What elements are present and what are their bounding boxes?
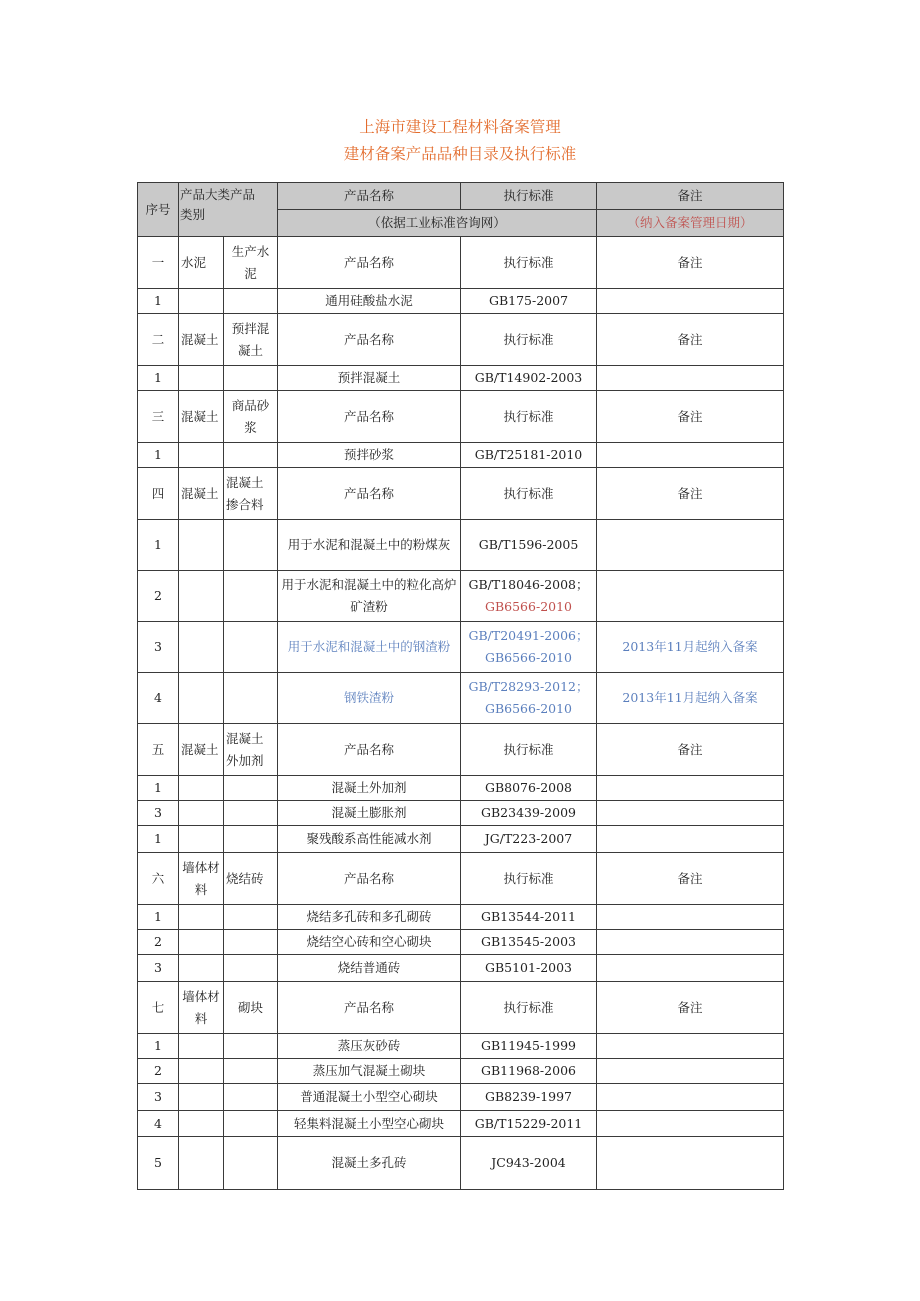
header-category bbox=[179, 183, 278, 237]
section-standard-header: 执行标准 bbox=[461, 468, 597, 520]
section-big-category: 墙体材料 bbox=[179, 982, 224, 1034]
row-seq: 1 bbox=[138, 826, 179, 853]
section-category: 烧结砖 bbox=[224, 853, 278, 905]
section-remark-header: 备注 bbox=[597, 314, 784, 366]
section-name-header: 产品名称 bbox=[278, 853, 461, 905]
row-standard bbox=[461, 673, 597, 724]
section-category: 商品砂浆 bbox=[224, 391, 278, 443]
row-standard: GB11945-1999 bbox=[461, 1034, 597, 1059]
row-standard: GB/T1596-2005 bbox=[461, 520, 597, 571]
section-seq: 七 bbox=[138, 982, 179, 1034]
row-product-name: 烧结普通砖 bbox=[278, 955, 461, 982]
row-standard: JC943-2004 bbox=[461, 1137, 597, 1190]
header-remark: 备注 bbox=[597, 183, 784, 210]
section-category: 混凝土外加剂 bbox=[224, 724, 278, 776]
row-seq: 5 bbox=[138, 1137, 179, 1190]
row-seq: 4 bbox=[138, 673, 179, 724]
row-standard: JG/T223-2007 bbox=[461, 826, 597, 853]
section-standard-header: 执行标准 bbox=[461, 853, 597, 905]
section-standard-header: 执行标准 bbox=[461, 237, 597, 289]
row-remark bbox=[597, 1059, 784, 1084]
section-seq: 二 bbox=[138, 314, 179, 366]
section-remark-header: 备注 bbox=[597, 237, 784, 289]
section-category: 预拌混凝土 bbox=[224, 314, 278, 366]
row-standard-line: GB/T20491-2006； bbox=[468, 628, 589, 643]
table-row bbox=[138, 622, 784, 673]
section-name-header: 产品名称 bbox=[278, 982, 461, 1034]
row-product-name: 用于水泥和混凝土中的粒化高炉矿渣粉 bbox=[278, 571, 461, 622]
row-remark bbox=[597, 520, 784, 571]
row-remark bbox=[597, 571, 784, 622]
table-row bbox=[138, 1059, 784, 1084]
row-standard: GB11968-2006 bbox=[461, 1059, 597, 1084]
table-row bbox=[138, 905, 784, 930]
row-seq: 1 bbox=[138, 1034, 179, 1059]
row-standard: GB175-2007 bbox=[461, 289, 597, 314]
row-remark: 2013年11月起纳入备案 bbox=[597, 622, 784, 673]
section-big-category: 墙体材料 bbox=[179, 853, 224, 905]
section-remark-header: 备注 bbox=[597, 982, 784, 1034]
header-big-category: 产品大类 bbox=[180, 187, 231, 202]
row-product-name: 混凝土多孔砖 bbox=[278, 1137, 461, 1190]
row-remark bbox=[597, 955, 784, 982]
row-product-name: 预拌混凝土 bbox=[278, 366, 461, 391]
row-seq: 3 bbox=[138, 1084, 179, 1111]
table-row bbox=[138, 571, 784, 622]
table-row bbox=[138, 1111, 784, 1137]
section-name-header: 产品名称 bbox=[278, 391, 461, 443]
section-standard-header: 执行标准 bbox=[461, 724, 597, 776]
row-standard: GB5101-2003 bbox=[461, 955, 597, 982]
row-remark bbox=[597, 1137, 784, 1190]
row-seq: 4 bbox=[138, 1111, 179, 1137]
row-standard: GB/T14902-2003 bbox=[461, 366, 597, 391]
section-category: 生产水泥 bbox=[224, 237, 278, 289]
row-product-name: 烧结多孔砖和多孔砌砖 bbox=[278, 905, 461, 930]
section-seq: 一 bbox=[138, 237, 179, 289]
section-seq: 四 bbox=[138, 468, 179, 520]
row-seq: 2 bbox=[138, 571, 179, 622]
row-seq: 1 bbox=[138, 776, 179, 801]
header-product-name: 产品名称 bbox=[278, 183, 461, 210]
row-seq: 3 bbox=[138, 622, 179, 673]
row-remark bbox=[597, 289, 784, 314]
table-row bbox=[138, 1034, 784, 1059]
row-seq: 2 bbox=[138, 930, 179, 955]
table-row bbox=[138, 801, 784, 826]
table-row bbox=[138, 443, 784, 468]
row-standard-line: GB6566-2010 bbox=[484, 701, 573, 716]
row-remark bbox=[597, 826, 784, 853]
section-remark-header: 备注 bbox=[597, 391, 784, 443]
row-seq: 1 bbox=[138, 905, 179, 930]
section-category: 砌块 bbox=[224, 982, 278, 1034]
row-standard: GB8076-2008 bbox=[461, 776, 597, 801]
section-row bbox=[138, 982, 784, 1034]
section-big-category: 混凝土 bbox=[179, 314, 224, 366]
row-standard bbox=[461, 571, 597, 622]
row-remark bbox=[597, 366, 784, 391]
row-seq: 3 bbox=[138, 801, 179, 826]
row-remark bbox=[597, 776, 784, 801]
section-row bbox=[138, 468, 784, 520]
row-product-name: 轻集料混凝土小型空心砌块 bbox=[278, 1111, 461, 1137]
row-product-name: 用于水泥和混凝土中的钢渣粉 bbox=[278, 622, 461, 673]
row-standard: GB/T25181-2010 bbox=[461, 443, 597, 468]
row-remark bbox=[597, 801, 784, 826]
section-row bbox=[138, 391, 784, 443]
row-seq: 2 bbox=[138, 1059, 179, 1084]
section-standard-header: 执行标准 bbox=[461, 391, 597, 443]
row-standard-line: GB/T28293-2012； bbox=[468, 679, 589, 694]
table-row bbox=[138, 289, 784, 314]
row-standard-line: GB6566-2010 bbox=[484, 599, 573, 614]
row-standard: GB13544-2011 bbox=[461, 905, 597, 930]
row-product-name: 普通混凝土小型空心砌块 bbox=[278, 1084, 461, 1111]
row-remark bbox=[597, 1111, 784, 1137]
document-subtitle: 建材备案产品品种目录及执行标准 bbox=[343, 145, 577, 163]
row-product-name: 混凝土膨胀剂 bbox=[278, 801, 461, 826]
row-remark bbox=[597, 1034, 784, 1059]
row-seq: 3 bbox=[138, 955, 179, 982]
row-product-name: 钢铁渣粉 bbox=[278, 673, 461, 724]
table-row bbox=[138, 955, 784, 982]
table-row bbox=[138, 776, 784, 801]
row-remark bbox=[597, 930, 784, 955]
row-standard: GB13545-2003 bbox=[461, 930, 597, 955]
section-remark-header: 备注 bbox=[597, 853, 784, 905]
header-standard: 执行标准 bbox=[461, 183, 597, 210]
table-row bbox=[138, 930, 784, 955]
header-remark-note: （纳入备案管理日期） bbox=[597, 210, 784, 237]
row-standard: GB/T15229-2011 bbox=[461, 1111, 597, 1137]
row-standard: GB23439-2009 bbox=[461, 801, 597, 826]
row-product-name: 蒸压加气混凝土砌块 bbox=[278, 1059, 461, 1084]
row-remark: 2013年11月起纳入备案 bbox=[597, 673, 784, 724]
row-seq: 1 bbox=[138, 289, 179, 314]
row-standard: GB8239-1997 bbox=[461, 1084, 597, 1111]
row-seq: 1 bbox=[138, 520, 179, 571]
row-product-name: 蒸压灰砂砖 bbox=[278, 1034, 461, 1059]
table-row bbox=[138, 673, 784, 724]
table-row bbox=[138, 826, 784, 853]
row-product-name: 烧结空心砖和空心砌块 bbox=[278, 930, 461, 955]
section-remark-header: 备注 bbox=[597, 724, 784, 776]
section-big-category: 混凝土 bbox=[179, 391, 224, 443]
table-row bbox=[138, 1084, 784, 1111]
section-big-category: 混凝土 bbox=[179, 468, 224, 520]
section-name-header: 产品名称 bbox=[278, 314, 461, 366]
row-product-name: 混凝土外加剂 bbox=[278, 776, 461, 801]
section-seq: 六 bbox=[138, 853, 179, 905]
row-remark bbox=[597, 443, 784, 468]
row-product-name: 预拌砂浆 bbox=[278, 443, 461, 468]
section-big-category: 水泥 bbox=[179, 237, 224, 289]
row-product-name: 聚残酸系高性能减水剂 bbox=[278, 826, 461, 853]
header-category-mid: 产品类别 bbox=[180, 187, 256, 222]
row-product-name: 通用硅酸盐水泥 bbox=[278, 289, 461, 314]
header-seq: 序号 bbox=[138, 183, 179, 237]
row-standard-line: GB6566-2010 bbox=[484, 650, 573, 665]
section-row bbox=[138, 314, 784, 366]
table-row bbox=[138, 366, 784, 391]
row-seq: 1 bbox=[138, 443, 179, 468]
section-name-header: 产品名称 bbox=[278, 724, 461, 776]
row-remark bbox=[597, 1084, 784, 1111]
section-standard-header: 执行标准 bbox=[461, 982, 597, 1034]
row-standard bbox=[461, 622, 597, 673]
section-name-header: 产品名称 bbox=[278, 237, 461, 289]
row-product-name: 用于水泥和混凝土中的粉煤灰 bbox=[278, 520, 461, 571]
section-standard-header: 执行标准 bbox=[461, 314, 597, 366]
table-row bbox=[138, 1137, 784, 1190]
section-big-category: 混凝土 bbox=[179, 724, 224, 776]
section-row bbox=[138, 237, 784, 289]
section-remark-header: 备注 bbox=[597, 468, 784, 520]
section-seq: 五 bbox=[138, 724, 179, 776]
section-row bbox=[138, 853, 784, 905]
header-source-note: （依据工业标准咨询网） bbox=[278, 210, 597, 237]
document-title: 上海市建设工程材料备案管理 bbox=[359, 118, 561, 136]
row-standard-line: GB/T18046-2008； bbox=[468, 577, 589, 592]
row-remark bbox=[597, 905, 784, 930]
catalog-table bbox=[137, 182, 784, 1190]
table-row bbox=[138, 520, 784, 571]
row-seq: 1 bbox=[138, 366, 179, 391]
section-row bbox=[138, 724, 784, 776]
section-seq: 三 bbox=[138, 391, 179, 443]
section-name-header: 产品名称 bbox=[278, 468, 461, 520]
section-category: 混凝土掺合料 bbox=[224, 468, 278, 520]
